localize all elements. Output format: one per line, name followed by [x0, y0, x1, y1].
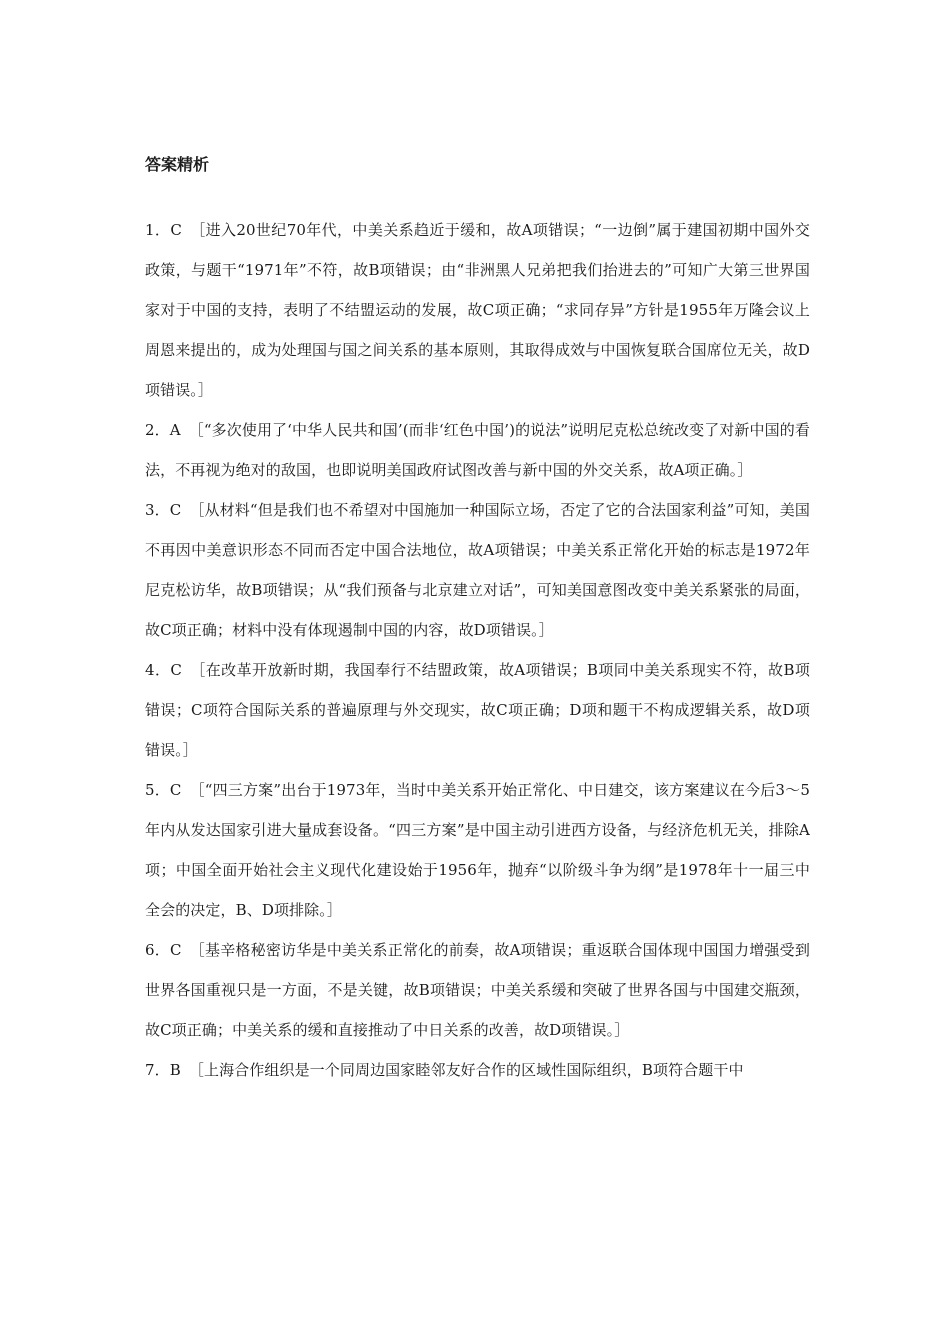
answer-item-1	[145, 210, 810, 410]
answer-number: 4．C	[145, 661, 182, 679]
answer-text: ［“四三方案”出台于1973年，当时中美关系开始正常化、中日建交，该方案建议在今后3～5年内从发达国家引进大量成套设备。“四三方案”是中国主动引进西方设备，与经济危机无关，排除A项；中国全面开始社会主义现代化建设始于1956年，抛弃“以阶级斗争为纲”是1978年十一届三中全会的决定，B、D项排除。］	[145, 781, 810, 919]
answer-number: 2．A	[145, 421, 181, 439]
answer-item-2	[145, 410, 810, 490]
answer-text: ［“多次使用了‘中华人民共和国’(而非‘红色中国’)的说法”说明尼克松总统改变了对新中国的看法，不再视为绝对的敌国，也即说明美国政府试图改善与新中国的外交关系，故A项正确。］	[145, 421, 810, 479]
answer-item-6	[145, 930, 810, 1050]
answer-number: 1．C	[145, 221, 182, 239]
answer-text: ［在改革开放新时期，我国奉行不结盟政策，故A项错误；B项同中美关系现实不符，故B项错误；C项符合国际关系的普遍原理与外交现实，故C项正确；D项和题干不构成逻辑关系，故D项错误。］	[145, 661, 811, 759]
answer-text: ［基辛格秘密访华是中美关系正常化的前奏，故A项错误；重返联合国体现中国国力增强受到世界各国重视只是一方面，不是关键，故B项错误；中美关系缓和突破了世界各国与中国建交瓶颈，故C项正确；中美关系的缓和直接推动了中日关系的改善，故D项错误。］	[145, 941, 810, 1039]
answer-number: 3．C	[145, 501, 182, 519]
answer-text: ［进入20世纪70年代，中美关系趋近于缓和，故A项错误；“一边倒”属于建国初期中国外交政策，与题干“1971年”不符，故B项错误；由“非洲黑人兄弟把我们抬进去的”可知广大第三世界国家对于中国的支持，表明了不结盟运动的发展，故C项正确；“求同存异”方针是1955年万隆会议上周恩来提出的，成为处理国与国之间关系的基本原则，其取得成效与中国恢复联合国席位无关，故D项错误。］	[145, 221, 810, 399]
answer-analysis-heading: 答案精析	[145, 155, 210, 174]
answer-text: ［上海合作组织是一个同周边国家睦邻友好合作的区域性国际组织，B项符合题干中	[188, 1061, 744, 1079]
answer-list	[145, 210, 810, 1090]
answer-item-4	[145, 650, 810, 770]
answer-number: 7．B	[145, 1061, 181, 1079]
answer-item-5	[145, 770, 810, 930]
answer-item-3	[145, 490, 810, 650]
answer-text: ［从材料“但是我们也不希望对中国施加一种国际立场，否定了它的合法国家利益”可知，美国不再因中美意识形态不同而否定中国合法地位，故A项错误；中美关系正常化开始的标志是1972年尼克松访华，故B项错误；从“我们预备与北京建立对话”，可知美国意图改变中美关系紧张的局面，故C项正确；材料中没有体现遏制中国的内容，故D项错误。］	[145, 501, 810, 639]
answer-item-7	[145, 1050, 810, 1090]
answer-number: 6．C	[145, 941, 182, 959]
answer-number: 5．C	[145, 781, 182, 799]
